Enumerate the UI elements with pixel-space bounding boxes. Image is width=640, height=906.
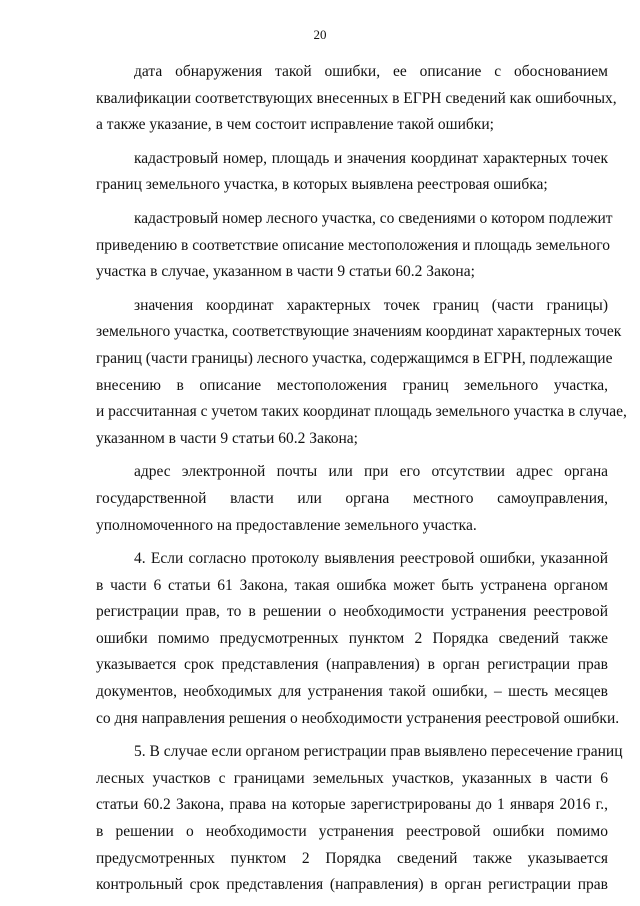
text-line: указывается срок представления (направления) в орган регистрации прав [96,656,608,674]
text-line: в части 6 статьи 61 Закона, такая ошибка может быть устранена органом [96,576,608,594]
text-line: и рассчитанная с учетом таких координат площадь земельного участка в случае, [96,403,627,421]
text-line: со дня направления решения о необходимости устранения реестровой ошибки. [96,709,620,727]
paragraph [96,206,613,286]
text-line: указанном в части 9 статьи 60.2 Закона; [96,429,358,447]
text-line: участка в случае, указанном в части 9 статьи 60.2 Закона; [96,263,475,281]
text-line: кадастровый номер, площадь и значения координат характерных точек [134,149,608,167]
paragraph [96,293,627,453]
text-line: 4. Если согласно протоколу выявления реестровой ошибки, указанной [134,550,608,568]
text-line: адрес электронной почты или при его отсутствии адрес органа [134,463,608,481]
paragraph [96,546,620,732]
text-line: внесению в описание местоположения границ земельного участка, [96,376,608,394]
text-line: дата обнаружения такой ошибки, ее описание с обоснованием [134,63,608,80]
text-line: документов, необходимых для устранения такой ошибки, – шесть месяцев [96,683,608,701]
text-line: государственной власти или органа местного самоуправления, [96,489,608,507]
text-line: земельного участка, соответствующие значениям координат характерных точек [96,323,622,341]
page-number: 20 [313,27,327,42]
text-line: приведению в соответствие описание местоположения и площадь земельного [96,236,610,254]
text-line: квалификации соответствующих внесенных в ЕГРН сведений как ошибочных, [96,89,617,107]
document-body [96,59,627,906]
text-line: контрольный срок представления (направления) в орган регистрации прав [96,876,608,894]
paragraph [96,739,623,899]
text-line: уполномоченного на предоставление земельного участка. [96,516,477,534]
text-line: регистрации прав, то в решении о необходимости устранения реестровой [96,603,608,621]
text-line: в решении о необходимости устранения реестровой ошибки помимо [96,823,608,841]
text-line: а также указание, в чем состоит исправление такой ошибки; [96,116,494,134]
text-line: ошибки помимо предусмотренных пунктом 2 Порядка сведений также [96,629,608,647]
paragraph [96,146,608,199]
text-line: предусмотренных пунктом 2 Порядка сведений также указывается [96,849,608,867]
text-line: лесных участков с границами земельных участков, указанных в части 6 [96,769,608,787]
text-line: границ земельного участка, в которых выявлена реестровая ошибка; [96,176,548,194]
text-line: кадастровый номер лесного участка, со сведениями о котором подлежит [134,209,613,227]
text-line: статьи 60.2 Закона, права на которые зарегистрированы до 1 января 2016 г., [96,796,608,814]
text-line: значения координат характерных точек границ (части границы) [134,296,608,314]
text-line: 5. В случае если органом регистрации прав выявлено пересечение границ [134,743,623,761]
paragraph [96,459,608,539]
paragraph [96,59,617,139]
text-line: границ (части границы) лесного участка, содержащимся в ЕГРН, подлежащие [96,349,613,367]
